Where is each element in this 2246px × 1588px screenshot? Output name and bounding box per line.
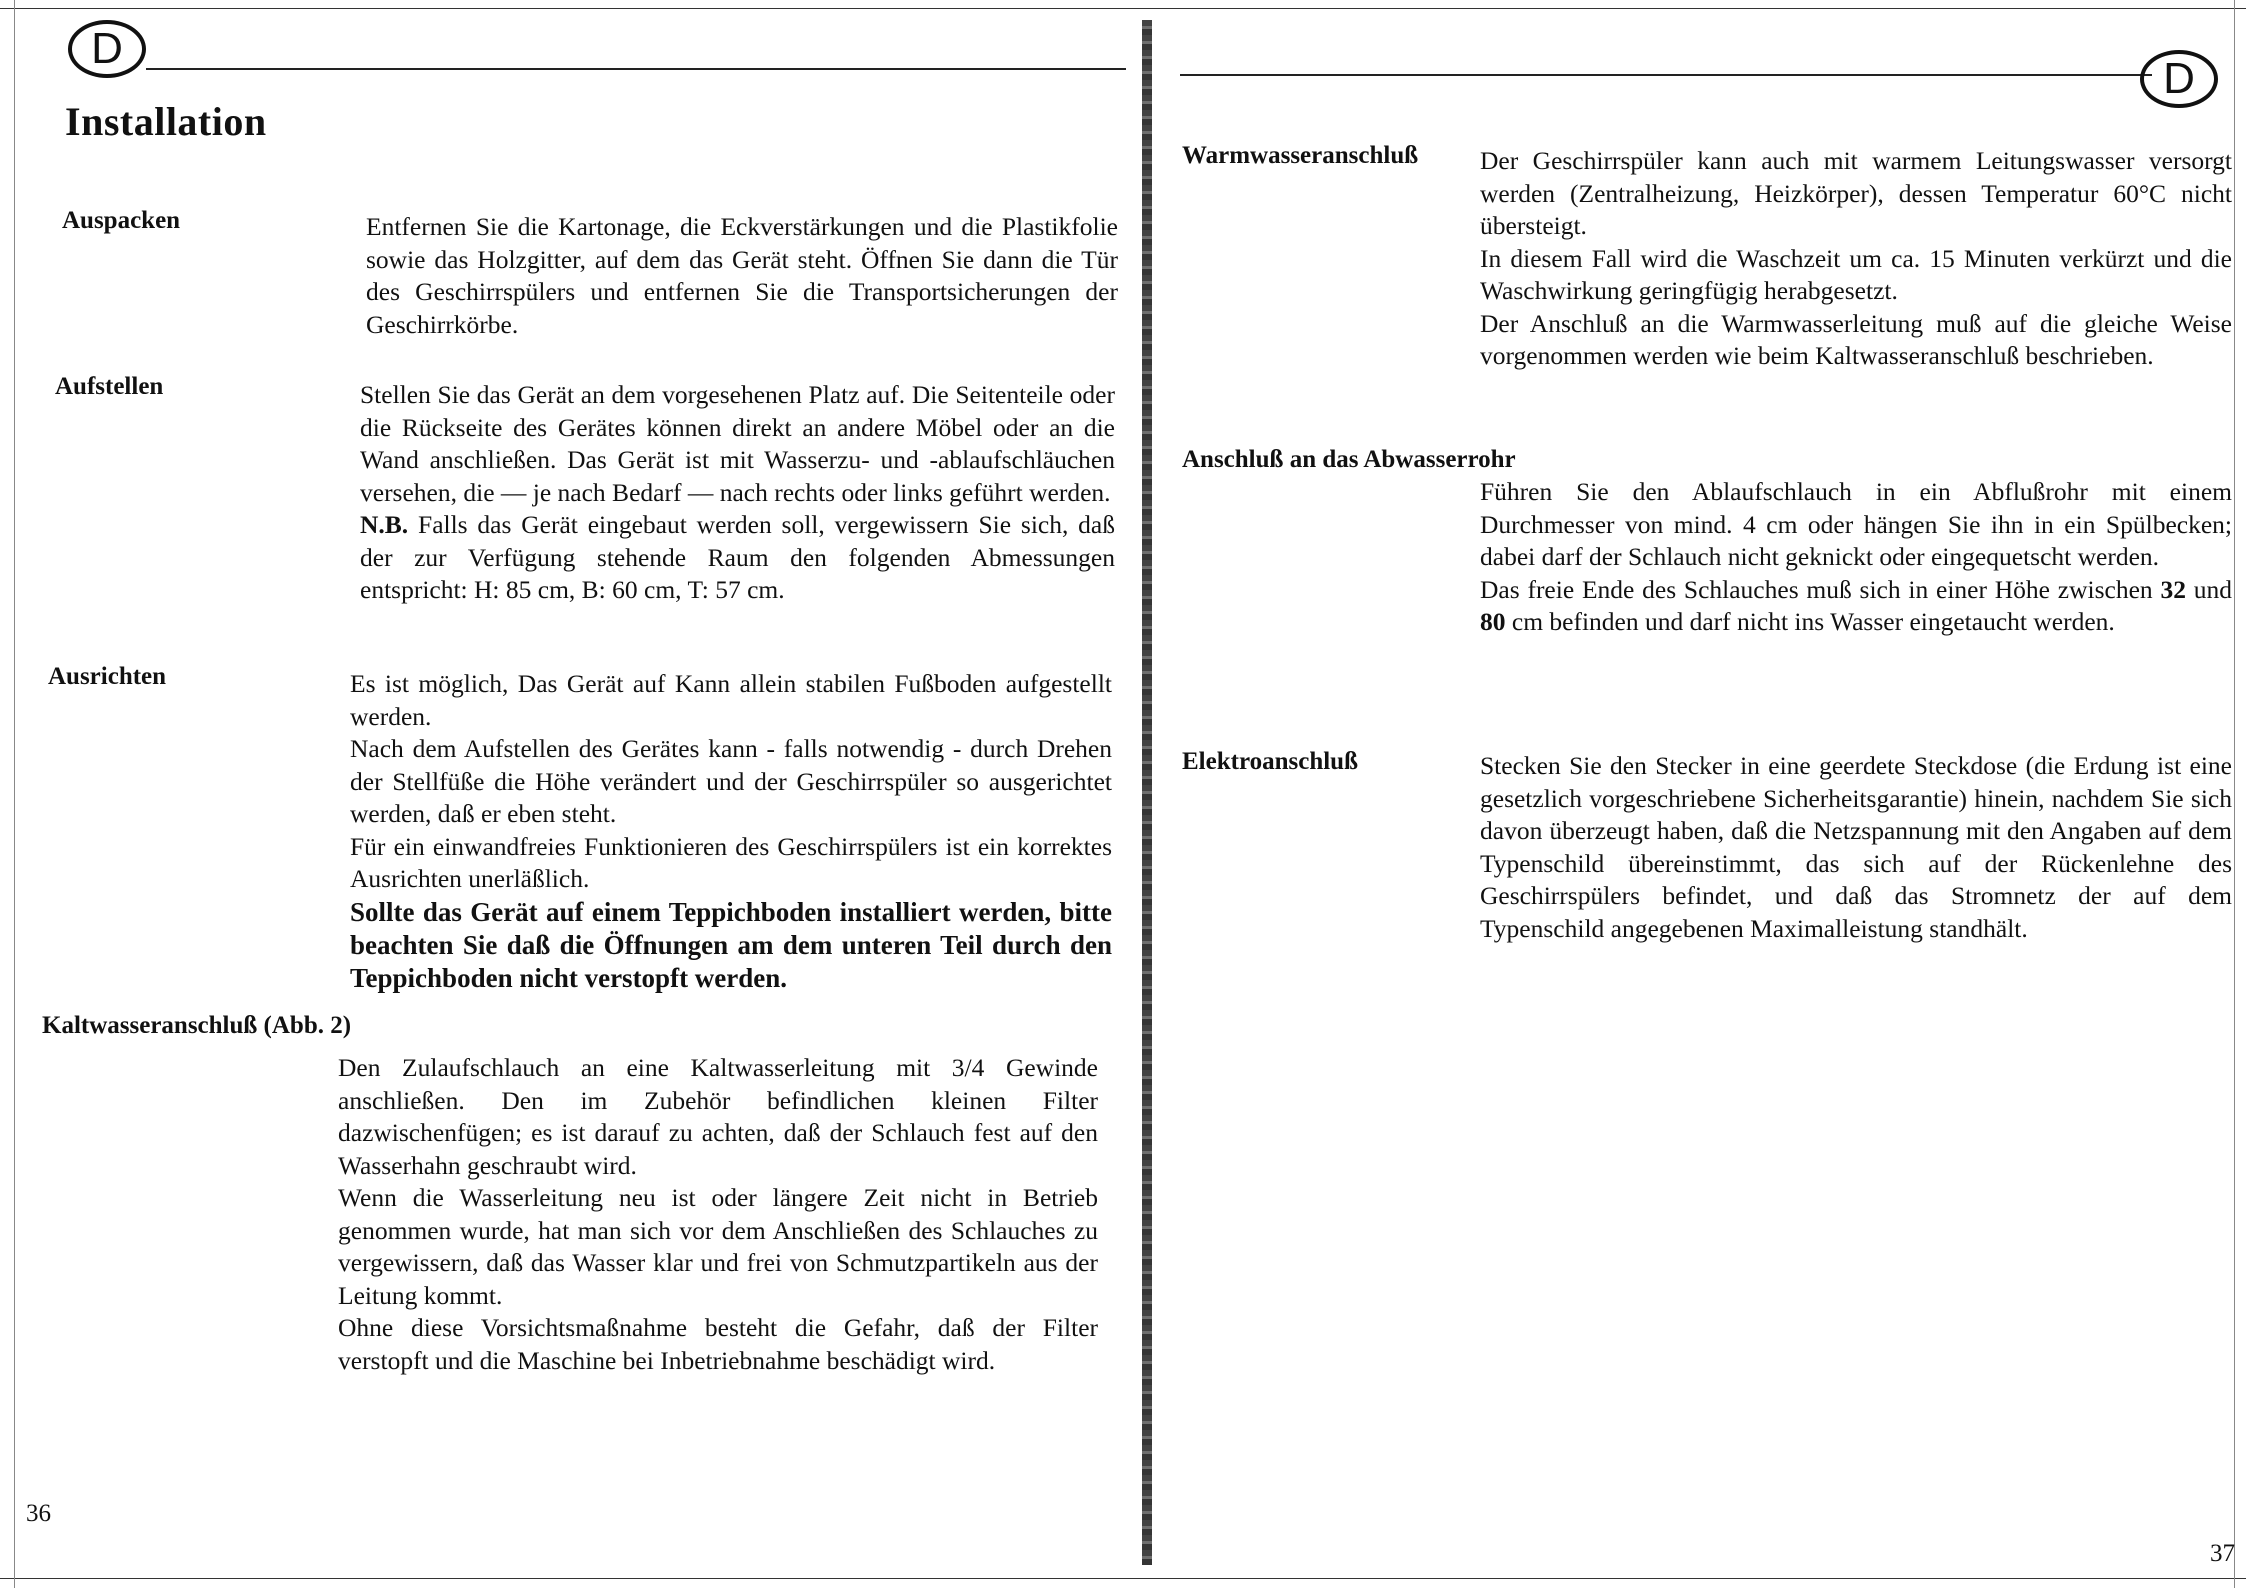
paragraph: Führen Sie den Ablaufschlauch in ein Abflußrohr mit einem Durchmesser von mind. 4 cm oder hängen Sie ihn in ein Spülbecken; dabei darf der Schlauch nicht geknickt oder eingequetscht werden. [1480, 477, 2232, 571]
paragraph: Entfernen Sie die Kartonage, die Eckverstärkungen und die Plastikfolie sowie das Holzgitter, auf dem das Gerät steht. Öffnen Sie dann die Tür des Geschirrspülers und entfernen Sie die Transportsicherungen der Geschirrkörbe. [366, 212, 1118, 339]
page-title: Installation [65, 99, 267, 144]
language-badge-left: D [68, 20, 146, 78]
section-label-warmwasseranschluss: Warmwasseranschluß [1182, 142, 1419, 169]
section-body-elektroanschluss [1480, 750, 2232, 945]
nb-paragraph [360, 509, 1115, 607]
paragraph: Nach dem Aufstellen des Gerätes kann - falls notwendig - durch Drehen der Stellfüße die Höhe verändert und der Geschirrspüler so ausgerichtet werden, daß er eben steht. [350, 734, 1112, 828]
nb-text: Falls das Gerät eingebaut werden soll, vergewissern Sie sich, daß der zur Verfügung stehende Raum den folgenden Abmessungen entspricht: H: 85 cm, B: 60 cm, T: 57 cm. [360, 510, 1115, 604]
height-text-and: und [2193, 574, 2233, 604]
paragraph: Wenn die Wasserleitung neu ist oder längere Zeit nicht in Betrieb genommen wurde, hat man sich vor dem Anschließen des Schlauches zu vergewissern, daß das Wasser klar und frei von Schmutzpartikeln aus der Leitung kommt. [338, 1183, 1098, 1310]
paragraph: Den Zulaufschlauch an eine Kaltwasserleitung mit 3/4 Gewinde anschließen. Den im Zubehör befindlichen kleinen Filter dazwischenfügen; es ist darauf zu achten, daß der Schlauch fest auf den Wasserhahn geschraubt wird. [338, 1053, 1098, 1180]
section-body-kaltwasseranschluss [338, 1052, 1098, 1377]
paragraph: Für ein einwandfreies Funktionieren des Geschirrspülers ist ein korrektes Ausrichten unerläßlich. [350, 831, 1112, 893]
section-body-abwasserrohr [1480, 476, 2232, 639]
height-paragraph [1480, 574, 2232, 639]
header-rule-left [146, 68, 1126, 70]
paragraph: Ohne diese Vorsichtsmaßnahme besteht die Gefahr, daß der Filter verstopft und die Maschine bei Inbetriebnahme beschädigt wird. [338, 1313, 1098, 1375]
section-label-elektroanschluss: Elektroanschluß [1182, 748, 1358, 775]
section-label-aufstellen: Aufstellen [55, 373, 164, 400]
height-text-post: cm befinden und darf nicht ins Wasser eingetaucht werden. [1511, 607, 2115, 636]
section-body-aufstellen [360, 379, 1115, 607]
section-body-warmwasseranschluss [1480, 145, 2232, 373]
height-text-pre: Das freie Ende des Schlauches muß sich in einer Höhe zwischen [1480, 574, 2153, 604]
paragraph: Der Anschluß an die Warmwasserleitung muß auf die gleiche Weise vorgenommen werden wie beim Kaltwasseranschluß beschrieben. [1480, 308, 2232, 370]
section-body-ausrichten [350, 668, 1112, 995]
section-label-auspacken: Auspacken [62, 207, 181, 234]
page-number-right: 37 [2210, 1540, 2235, 1567]
page-number-left: 36 [26, 1500, 51, 1527]
paragraph: Stecken Sie den Stecker in eine geerdete Steckdose (die Erdung ist eine gesetzlich vorgeschriebene Sicherheitsgarantie) hinein, nachdem Sie sich davon überzeugt haben, daß die Netzspannung mit den Angaben auf dem Typenschild übereinstimmt, das sich auf der Rückenlehne des Geschirrspülers befindet, und daß das Stromnetz der auf dem Typenschild angegebenen Maximalleistung standhält. [1480, 751, 2232, 943]
paragraph: In diesem Fall wird die Waschzeit um ca. 15 Minuten verkürzt und die Waschwirkung geringfügig herabgesetzt. [1480, 243, 2232, 305]
language-badge-right: D [2140, 50, 2218, 108]
section-label-ausrichten: Ausrichten [48, 663, 167, 690]
warning-paragraph: Sollte das Gerät auf einem Teppichboden installiert werden, bitte beachten Sie daß die Öffnungen am dem unteren Teil durch den Teppichboden nicht verstopft werden. [350, 896, 1112, 993]
right-page [1160, 0, 2246, 1588]
paragraph: Stellen Sie das Gerät an dem vorgesehenen Platz auf. Die Seitenteile oder die Rückseite des Gerätes können direkt an andere Möbel oder an die Wand anschließen. Das Gerät ist mit Wasserzu- und -ablaufschläuchen versehen, die — je nach Bedarf — nach rechts oder links geführt werden. [360, 380, 1115, 507]
book-spine [1142, 20, 1152, 1565]
header-rule-right [1180, 74, 2152, 76]
height-min-value: 32 [2160, 574, 2186, 604]
nb-prefix: N.B. [360, 510, 409, 539]
section-body-auspacken [366, 211, 1118, 341]
section-label-abwasserrohr: Anschluß an das Abwasserrohr [1182, 446, 1516, 473]
paragraph: Es ist möglich, Das Gerät auf Kann allein stabilen Fußboden aufgestellt werden. [350, 669, 1112, 731]
paragraph: Der Geschirrspüler kann auch mit warmem Leitungswasser versorgt werden (Zentralheizung, Heizkörper), dessen Temperatur 60°C nicht übersteigt. [1480, 146, 2232, 240]
height-max-value: 80 [1480, 607, 1506, 636]
section-label-kaltwasseranschluss: Kaltwasseranschluß (Abb. 2) [42, 1012, 352, 1039]
